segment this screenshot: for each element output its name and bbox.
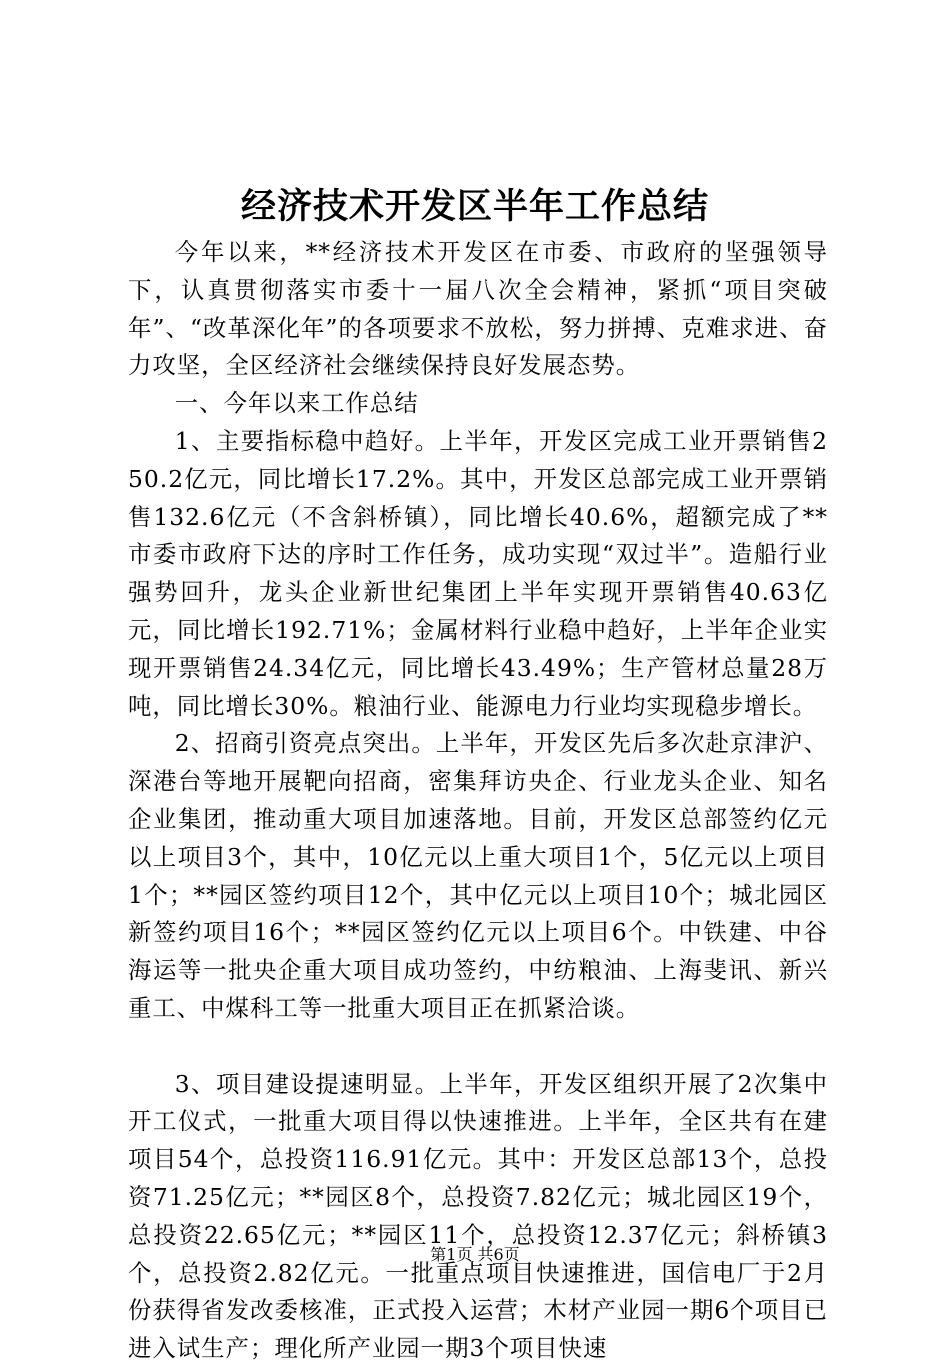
page-number-footer: 第1页 共6页 bbox=[430, 1245, 520, 1264]
paragraph-intro: 今年以来，**经济技术开发区在市委、市政府的坚强领导下，认真贯彻落实市委十一届八次全会精神，紧抓“项目突破年”、“改革深化年”的各项要求不放松，努力拼搏、克难求进、奋力攻坚，全区经济社会继续保持良好发展态势。 bbox=[128, 238, 828, 380]
paragraph-projects: 3、项目建设提速明显。上半年，开发区组织开展了2次集中开工仪式，一批重大项目得以快速推进。上半年，全区共有在建项目54个，总投资116.91亿元。其中：开发区总部13个，总投资71.25亿元；**园区8个，总投资7.82亿元；城北园区19个，总投资22.65亿元；**园区11个，总投资12.37亿元；斜桥镇3个，总投资2.82亿元。一批重点项目快速推进，国信电厂于2月份获得省发改委核准，正式投入运营；木材产业园一期6个项目已进入试生产；理化所产业园一期3个项目快速 bbox=[128, 1069, 828, 1363]
paragraph-investment: 2、招商引资亮点突出。上半年，开发区先后多次赴京津沪、深港台等地开展靶向招商，密集拜访央企、行业龙头企业、知名企业集团，推动重大项目加速落地。目前，开发区总部签约亿元以上项目3个，其中，10亿元以上重大项目1个，5亿元以上项目1个；**园区签约项目12个，其中亿元以上项目10个；城北园区新签约项目16个；**园区签约亿元以上项目6个。中铁建、中谷海运等一批央企重大项目成功签约，中纺粮油、上海斐讯、新兴重工、中煤科工等一批重大项目正在抓紧洽谈。 bbox=[128, 729, 828, 1022]
document-body bbox=[128, 234, 828, 1368]
document-title: 经济技术开发区半年工作总结 bbox=[240, 186, 709, 227]
paragraph-indicators: 1、主要指标稳中趋好。上半年，开发区完成工业开票销售250.2亿元，同比增长17.2%。其中，开发区总部完成工业开票销售132.6亿元（不含斜桥镇），同比增长40.6%，超额完成了**市委市政府下达的序时工作任务，成功实现“双过半”。造船行业强势回升，龙头企业新世纪集团上半年实现开票销售40.63亿元，同比增长192.71%；金属材料行业稳中趋好，上半年企业实现开票销售24.34亿元，同比增长43.49%；生产管材总量28万吨，同比增长30%。粮油行业、能源电力行业均实现稳步增长。 bbox=[128, 426, 828, 720]
section-heading: 一、今年以来工作总结 bbox=[174, 389, 419, 418]
